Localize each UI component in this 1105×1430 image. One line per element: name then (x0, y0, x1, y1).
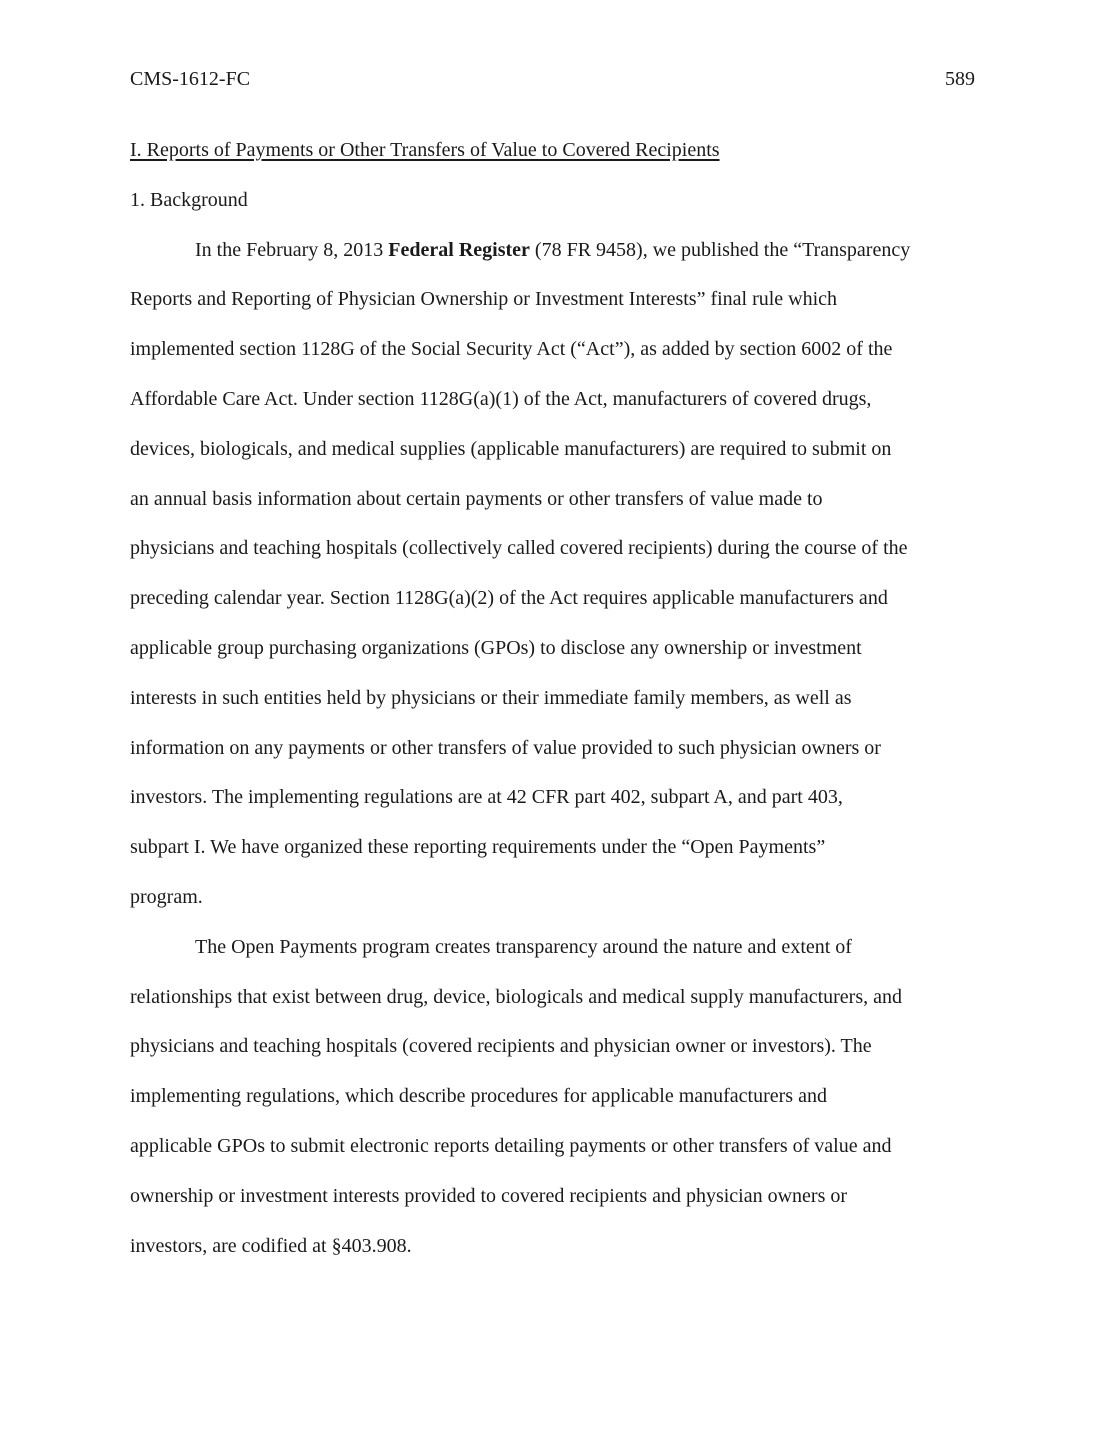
section-heading: I. Reports of Payments or Other Transfers of Value to Covered Recipients (130, 139, 720, 161)
paragraph-1-line: program. (130, 885, 203, 908)
paragraph-1-line: Reports and Reporting of Physician Ownership or Investment Interests” final rule which (130, 288, 838, 311)
paragraph-2-line: physicians and teaching hospitals (covered recipients and physician owner or investors). The (130, 1035, 872, 1058)
paragraph-1-line: implemented section 1128G of the Social Security Act (“Act”), as added by section 6002 of the (130, 338, 893, 361)
journal-name: Federal Register (388, 238, 530, 261)
paragraph-1-line: devices, biologicals, and medical supplies (applicable manufacturers) are required to submit on (130, 437, 892, 460)
paragraph-1-line: applicable group purchasing organizations (GPOs) to disclose any ownership or investment (130, 636, 862, 659)
paragraph-2-line: implementing regulations, which describe procedures for applicable manufacturers and (130, 1085, 827, 1108)
section-subheading: 1. Background (130, 188, 248, 211)
paragraph-1-line: physicians and teaching hospitals (collectively called covered recipients) during the course of the (130, 537, 908, 560)
paragraph-2-line: ownership or investment interests provided to covered recipients and physician owners or (130, 1184, 848, 1207)
paragraph-1-line: interests in such entities held by physicians or their immediate family members, as well as (130, 686, 852, 709)
paragraph-2-line: applicable GPOs to submit electronic reports detailing payments or other transfers of value and (130, 1134, 892, 1157)
paragraph-2-line: The Open Payments program creates transparency around the nature and extent of (195, 935, 852, 958)
document-id: CMS-1612-FC (130, 68, 251, 90)
page-number: 589 (945, 68, 975, 90)
paragraph-1-line-end: (78 FR 9458), we published the “Transparency (529, 238, 911, 261)
paragraph-1-line: an annual basis information about certain payments or other transfers of value made to (130, 487, 823, 510)
paragraph-1-line: subpart I. We have organized these reporting requirements under the “Open Payments” (130, 836, 826, 859)
paragraph-1-line: Affordable Care Act. Under section 1128G(a)(1) of the Act, manufacturers of covered drugs, (130, 387, 872, 410)
paragraph-1-line: investors. The implementing regulations are at 42 CFR part 402, subpart A, and part 403, (130, 786, 843, 809)
paragraph-2-line: relationships that exist between drug, device, biologicals and medical supply manufacturers, and (130, 985, 902, 1008)
paragraph-1-line (130, 226, 980, 276)
paragraph-1-line: preceding calendar year. Section 1128G(a)(2) of the Act requires applicable manufacturers and (130, 587, 888, 610)
document-body (130, 126, 980, 1271)
paragraph-1-line-start: In the February 8, 2013 (195, 238, 389, 261)
paragraph-2-line: investors, are codified at §403.908. (130, 1234, 412, 1257)
paragraph-1-line: information on any payments or other transfers of value provided to such physician owners or (130, 736, 881, 759)
